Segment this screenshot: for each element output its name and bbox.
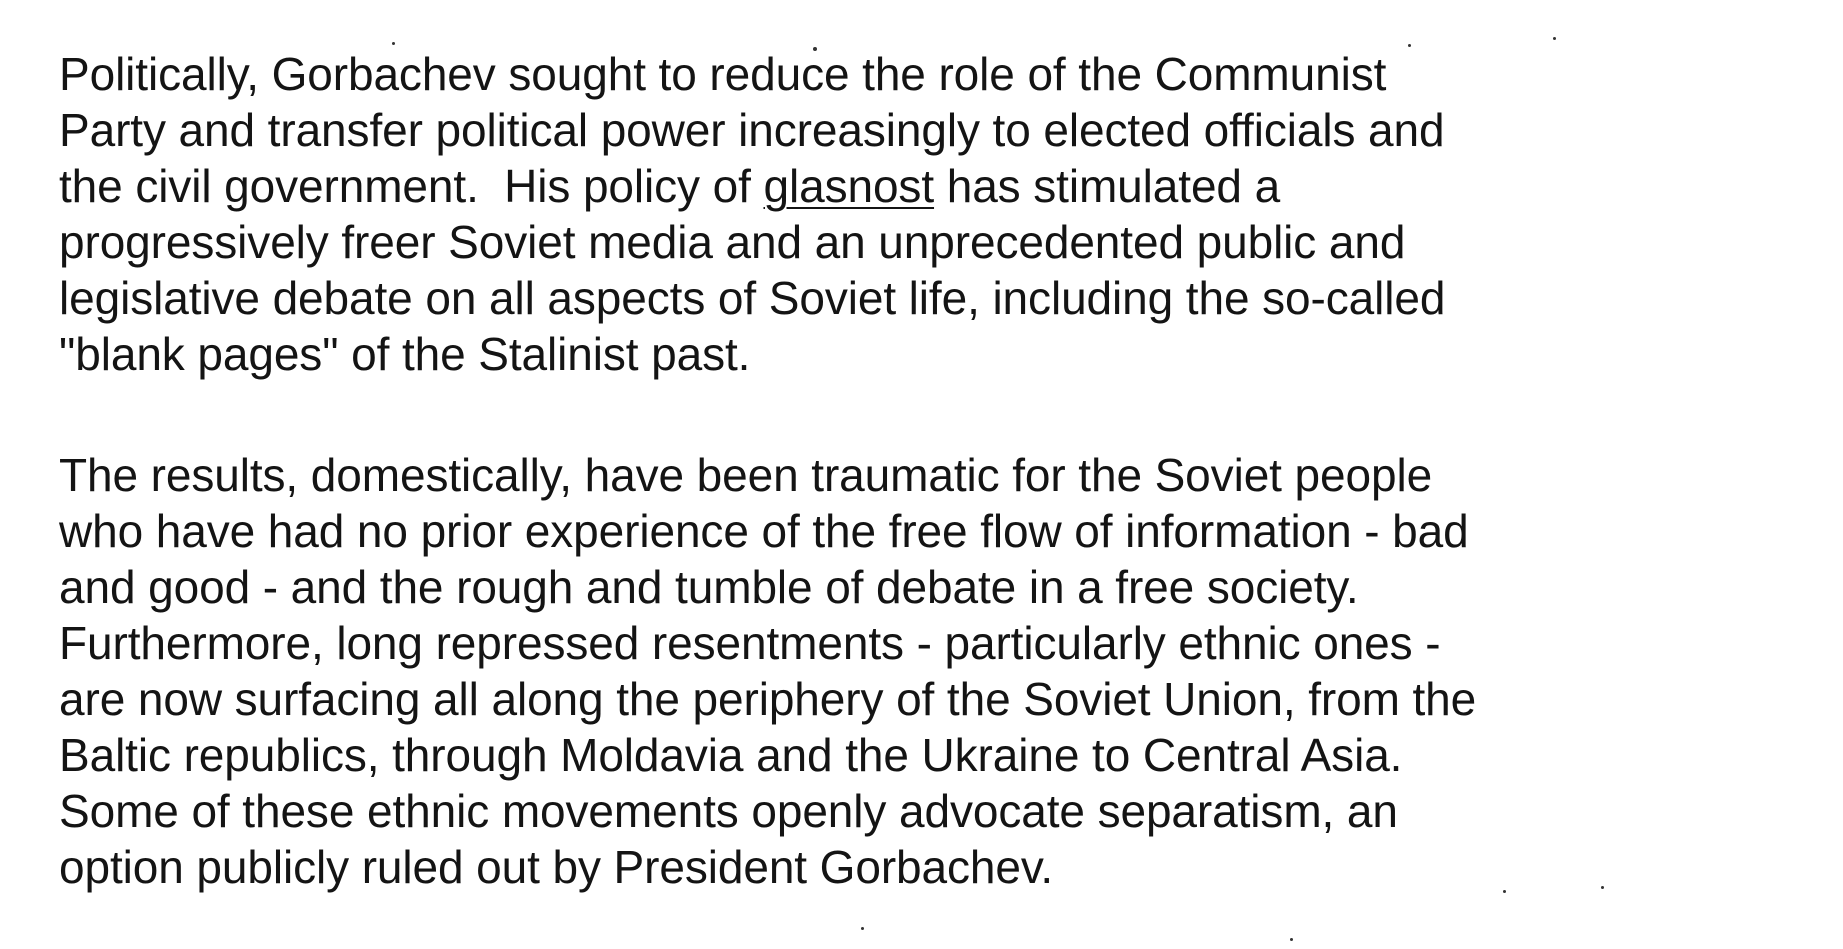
text-segment: has stimulated a <box>934 160 1281 212</box>
text-line <box>59 158 1445 214</box>
text-line: Party and transfer political power increasingly to elected officials and <box>59 104 1445 156</box>
scan-speck <box>1601 886 1604 889</box>
text-line: Furthermore, long repressed resentments - particularly ethnic ones - <box>59 617 1441 669</box>
paragraph-glasnost <box>59 46 1445 382</box>
text-line: option publicly ruled out by President Gorbachev. <box>59 841 1054 893</box>
text-line: are now surfacing all along the periphery of the Soviet Union, from the <box>59 673 1477 725</box>
scan-speck <box>1553 37 1556 40</box>
text-line: Some of these ethnic movements openly advocate separatism, an <box>59 785 1398 837</box>
scan-speck <box>1503 890 1506 893</box>
text-line: and good - and the rough and tumble of debate in a free society. <box>59 561 1359 613</box>
text-line: Baltic republics, through Moldavia and the Ukraine to Central Asia. <box>59 729 1403 781</box>
underlined-term: glasnost <box>763 160 935 212</box>
text-line: legislative debate on all aspects of Soviet life, including the so-called <box>59 272 1446 324</box>
text-segment: the civil government. His policy of <box>59 160 764 212</box>
text-line: The results, domestically, have been traumatic for the Soviet people <box>59 449 1433 501</box>
text-line: who have had no prior experience of the free flow of information - bad <box>59 505 1469 557</box>
scan-speck <box>861 927 864 930</box>
paragraph-results <box>59 447 1476 895</box>
text-line: "blank pages" of the Stalinist past. <box>59 328 751 380</box>
text-line: progressively freer Soviet media and an unprecedented public and <box>59 216 1406 268</box>
scan-speck <box>1290 938 1293 941</box>
text-line: Politically, Gorbachev sought to reduce the role of the Communist <box>59 48 1387 100</box>
scan-speck <box>392 42 395 45</box>
